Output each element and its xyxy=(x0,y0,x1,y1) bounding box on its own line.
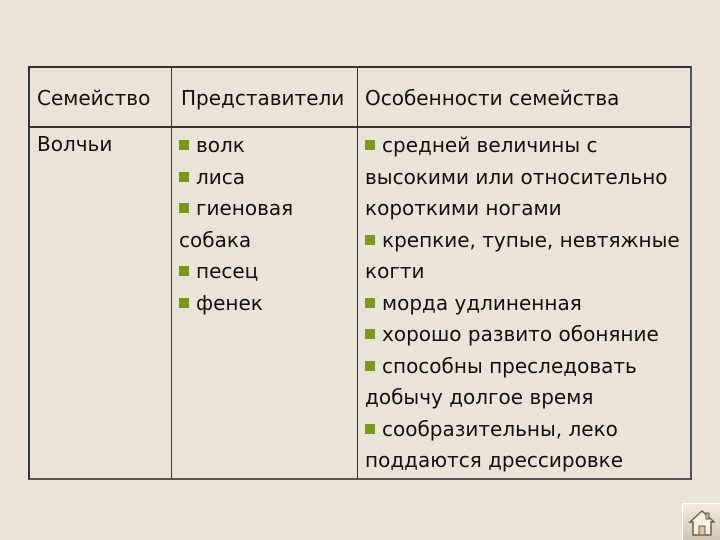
list-item: песец xyxy=(179,256,349,288)
bullet-icon xyxy=(179,298,189,308)
list-item: хорошо развито обоняние xyxy=(365,319,689,351)
header-family: Семейство xyxy=(37,86,151,110)
bullet-icon xyxy=(365,235,375,245)
bullet-icon xyxy=(179,266,189,276)
bullet-icon xyxy=(365,298,375,308)
list-item: сообразительны, леко поддаются дрессировке xyxy=(365,416,624,472)
list-item: фенек xyxy=(179,288,349,320)
column-divider xyxy=(357,68,358,478)
bullet-icon xyxy=(365,140,375,150)
header-divider xyxy=(30,126,690,128)
representatives-list xyxy=(179,130,349,319)
bullet-icon xyxy=(365,361,375,371)
bullet-icon xyxy=(365,329,375,339)
home-button[interactable] xyxy=(682,503,720,540)
bullet-icon xyxy=(179,140,189,150)
features-list xyxy=(365,130,689,477)
families-table xyxy=(28,66,692,480)
bullet-icon xyxy=(365,424,375,434)
list-item: способны преследовать добычу долгое время xyxy=(365,353,637,409)
list-item: лиса xyxy=(179,162,349,194)
header-features: Особенности семейства xyxy=(365,86,620,110)
list-item: гиеновая собака xyxy=(179,196,294,252)
column-divider xyxy=(171,68,172,478)
home-icon xyxy=(687,508,717,538)
family-name: Волчьи xyxy=(37,132,113,156)
list-item: морда удлиненная xyxy=(365,288,689,320)
bullet-icon xyxy=(179,203,189,213)
list-item: крепкие, тупые, невтяжные когти xyxy=(365,227,680,283)
bullet-icon xyxy=(179,172,189,182)
header-representatives: Представители xyxy=(181,86,345,110)
list-item: волк xyxy=(179,130,349,162)
list-item: средней величины с высокими или относительно короткими ногами xyxy=(365,133,668,220)
